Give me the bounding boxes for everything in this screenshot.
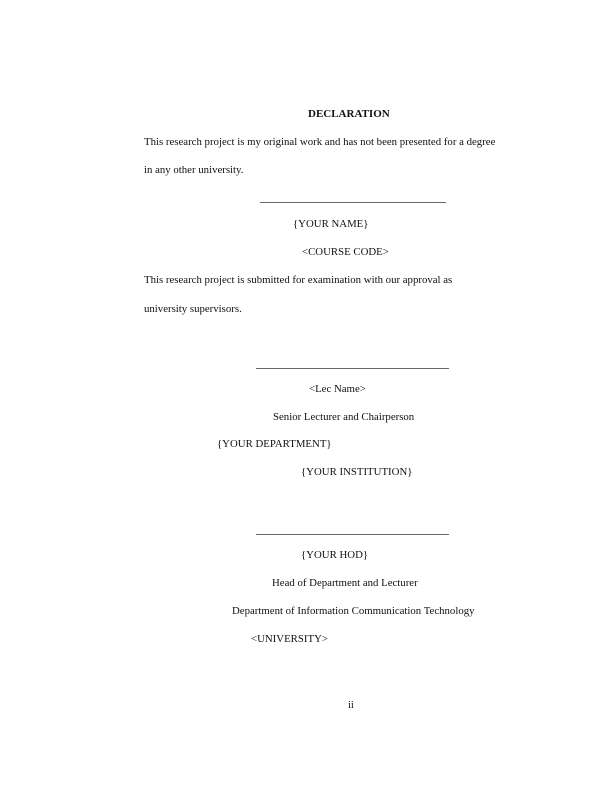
- supervisor-2-signature-line: [256, 534, 449, 535]
- course-code: <COURSE CODE>: [302, 246, 389, 258]
- page-title: DECLARATION: [308, 108, 390, 120]
- student-name: {YOUR NAME}: [293, 218, 369, 230]
- supervisor-statement-line-1: This research project is submitted for examination with our approval as: [144, 274, 453, 286]
- supervisor-1-signature-line: [256, 368, 449, 369]
- supervisor-1-department: {YOUR DEPARTMENT}: [217, 438, 332, 450]
- declaration-text-line-1: This research project is my original work and has not been presented for a degree: [144, 136, 496, 148]
- supervisor-2-role: Head of Department and Lecturer: [272, 577, 418, 589]
- supervisor-1-name: <Lec Name>: [309, 383, 366, 395]
- student-signature-line: [260, 202, 446, 203]
- declaration-text-line-2: in any other university.: [144, 164, 244, 176]
- supervisor-2-department: Department of Information Communication Technology: [232, 605, 475, 617]
- supervisor-1-institution: {YOUR INSTITUTION}: [301, 466, 413, 478]
- supervisor-2-institution: <UNIVERSITY>: [251, 633, 328, 645]
- supervisor-2-name: {YOUR HOD}: [301, 549, 369, 561]
- supervisor-1-role: Senior Lecturer and Chairperson: [273, 411, 415, 423]
- page-number: ii: [348, 700, 354, 711]
- supervisor-statement-line-2: university supervisors.: [144, 303, 242, 315]
